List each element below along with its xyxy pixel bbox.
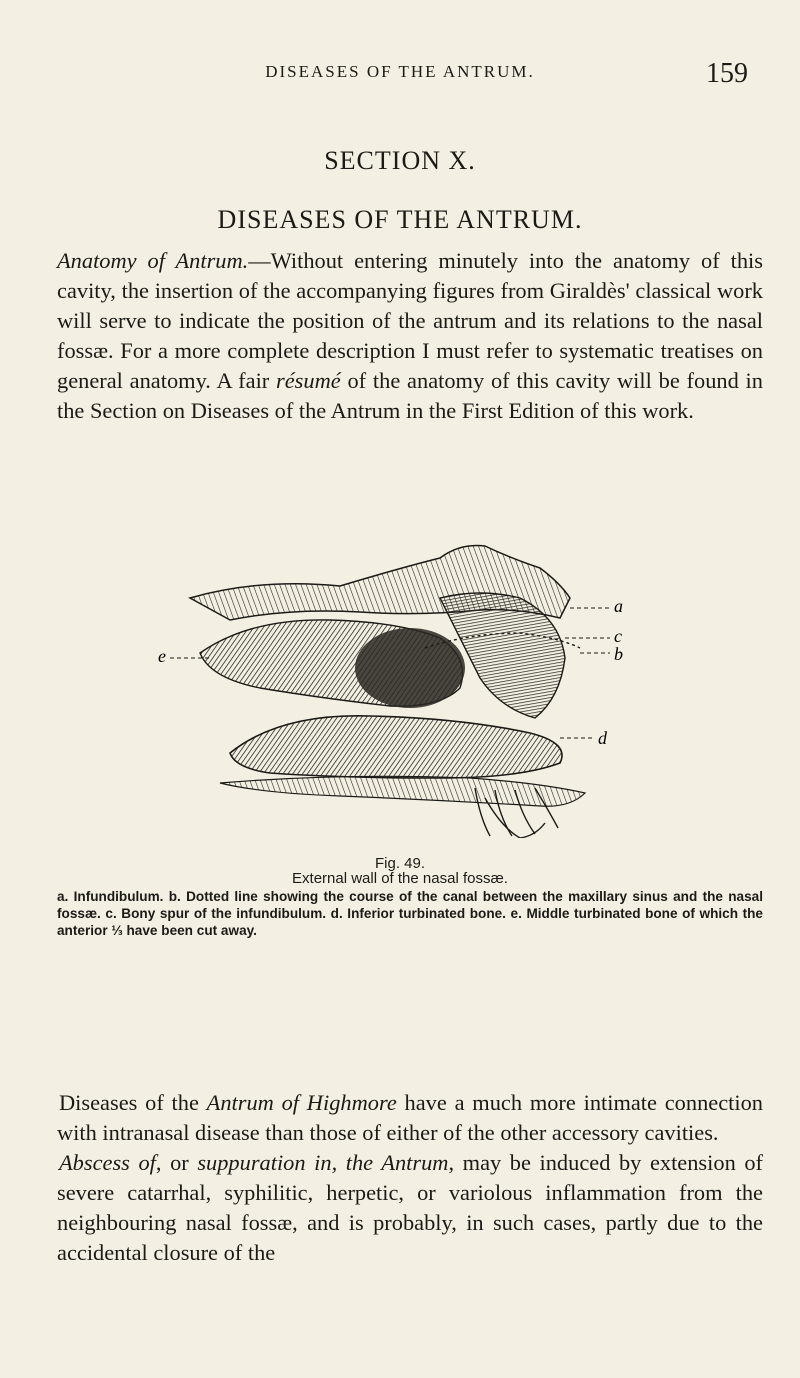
section-heading: SECTION X. [324, 146, 476, 175]
paragraph-anatomy [57, 246, 763, 426]
page-number: 159 [706, 58, 748, 89]
paragraph-diseases-italic: Antrum of Highmore [206, 1090, 397, 1115]
paragraph-abscess-lead: Abscess of [59, 1150, 156, 1175]
paragraph-anatomy-text: —Without entering minutely into the anatomy of this cavity, the insertion of the accompanying figures from Giraldès' classical work will serve to indicate the position of the antrum and its relations to the nasal fossæ. For a more complete description I must refer to systematic treatises on general anatomy. A fair [57, 248, 763, 393]
running-head [0, 58, 800, 98]
paragraph-abscess [57, 1148, 763, 1268]
figure-title: External wall of the nasal fossæ. [292, 870, 508, 887]
paragraph-diseases-text: Diseases of the [59, 1090, 207, 1115]
paragraph-diseases [57, 1088, 763, 1148]
paragraph-abscess-text-end: , may be induced by extension of severe catarrhal, syphilitic, herpetic, or variolous inflammation from the neighbouring nasal fossæ, and is probably, in such cases, partly due to the accidental closure of the [57, 1150, 763, 1265]
anatomical-figure [140, 538, 660, 838]
figure-label-b: b [614, 644, 623, 664]
figure-label-a: a [614, 596, 623, 616]
figure-number: Fig. 49. [374, 855, 426, 872]
paragraph-abscess-italic: suppuration in, the Antrum [197, 1150, 449, 1175]
paragraph-anatomy-lead: Anatomy of Antrum. [57, 248, 249, 273]
figure-legend: a. Infundibulum. b. Dotted line showing the course of the canal between the maxillary sinus and the nasal fossæ. c. Bony spur of the infundibulum. d. Inferior turbinated bone. e. Middle turbinated bone of which the anterior ⅓ have been cut away. [57, 889, 763, 938]
paragraph-diseases-text-end: have a much more intimate connection with intranasal disease than those of either of the other accessory cavities. [57, 1090, 763, 1145]
figure-label-e: e [158, 646, 166, 666]
paragraph-anatomy-resume: résumé [276, 368, 341, 393]
chapter-heading: DISEASES OF THE ANTRUM. [217, 205, 583, 234]
paragraph-anatomy-text-end: of the anatomy of this cavity will be found in the Section on Diseases of the Antrum in the First Edition of this work. [57, 368, 763, 423]
paragraph-abscess-text: , or [155, 1150, 198, 1175]
figure-label-d: d [598, 728, 607, 748]
nasal-fossa-engraving [140, 538, 660, 838]
figure-label-c: c [614, 626, 622, 646]
running-title: DISEASES OF THE ANTRUM. [265, 62, 535, 81]
